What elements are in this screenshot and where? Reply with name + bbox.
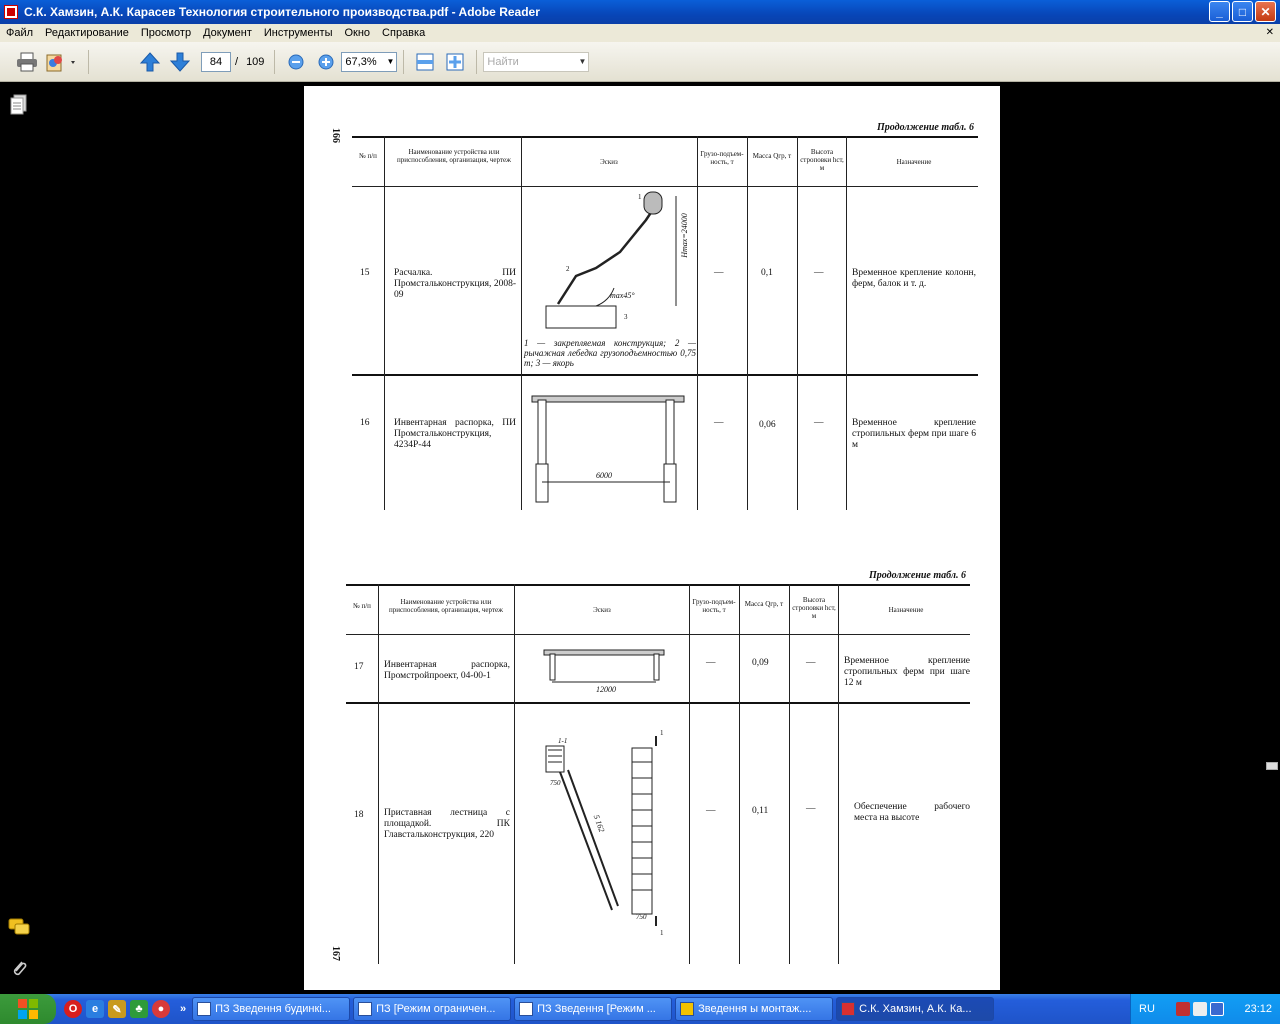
menu-document[interactable]: Документ — [203, 27, 252, 39]
menu-tools[interactable]: Инструменты — [263, 27, 333, 39]
scroll-thumb[interactable] — [1266, 762, 1278, 770]
next-page-icon[interactable] — [167, 49, 193, 75]
create-pdf-icon[interactable] — [44, 49, 80, 75]
word-doc-icon — [358, 1002, 372, 1016]
minimize-button[interactable]: _ — [1209, 1, 1230, 22]
row18-height: — — [806, 804, 816, 814]
table-continuation-bottom: Продолжение табл. 6 — [869, 570, 967, 581]
row16-height: — — [814, 418, 824, 428]
opera-icon[interactable]: O — [64, 1000, 82, 1018]
row15-num: 15 — [360, 268, 370, 278]
previous-page-icon[interactable] — [137, 49, 163, 75]
row15-height: — — [814, 268, 824, 278]
window-title: С.К. Хамзин, А.К. Карасев Технология строительного производства.pdf - Adobe Reader — [24, 5, 540, 19]
row15-mark1: 1 — [638, 193, 642, 201]
clock: 23:12 — [1244, 1003, 1272, 1015]
row17-name: Инвентарная распорка, Промстройпроект, 04-00-1 — [384, 660, 510, 681]
row15-purpose: Временное крепление колонн, ферм, балок и т. д. — [852, 268, 976, 289]
col-header-mass-2: Масса Qгр, т — [744, 600, 784, 608]
col-header-name: Наименование устройства или приспособления, организация, чертеж — [397, 148, 511, 164]
row18-length: 5 162 — [591, 813, 607, 834]
row15-mark3: 3 — [624, 313, 628, 321]
close-document-button[interactable]: ✕ — [1265, 27, 1274, 38]
maximize-button[interactable]: □ — [1232, 1, 1253, 22]
zoom-value: 67,3% — [345, 55, 377, 68]
taskbar — [0, 994, 1280, 1024]
page-separator: / — [235, 55, 239, 68]
quicklaunch-app-icon[interactable]: ✎ — [108, 1000, 126, 1018]
page-number-bottom: 167 — [330, 946, 341, 961]
col-header-mass: Масса Qгр, т — [752, 152, 792, 160]
col-header-sketch: Эскиз — [600, 158, 618, 166]
row18-section: 1-1 — [558, 737, 568, 745]
row17-dim: 12000 — [596, 685, 616, 694]
row16-purpose: Временное крепление стропильных ферм при шаге 6 м — [852, 418, 976, 450]
network-icon[interactable] — [1193, 1002, 1207, 1016]
star-icon — [680, 1002, 694, 1016]
internet-explorer-icon[interactable]: e — [86, 1000, 104, 1018]
row16-mass: 0,06 — [759, 420, 776, 430]
row16-sketch — [526, 382, 692, 508]
menu-view[interactable]: Просмотр — [140, 27, 192, 39]
fit-width-icon[interactable] — [412, 49, 438, 75]
fit-page-icon[interactable] — [442, 49, 468, 75]
language-indicator[interactable]: RU — [1139, 1003, 1155, 1015]
row18-mark2: 1 — [660, 929, 664, 937]
pages-icon[interactable] — [8, 94, 30, 116]
row18-name: Приставная лестница с площадкой. ПК Главстальконструкция, 220 — [384, 808, 510, 840]
start-button[interactable] — [0, 994, 56, 1024]
title-bar — [0, 0, 1280, 24]
zoom-select[interactable] — [341, 52, 397, 72]
print-icon[interactable] — [14, 49, 40, 75]
chevron-down-icon: ▼ — [386, 57, 395, 66]
comments-icon[interactable] — [8, 916, 30, 938]
vertical-scrollbar[interactable] — [1264, 82, 1280, 994]
row16-num: 16 — [360, 418, 370, 428]
col-header-sketch-2: Эскиз — [593, 606, 611, 614]
row15-sketch — [536, 186, 696, 336]
row18-capacity: — — [706, 806, 716, 816]
row18-num: 18 — [354, 810, 364, 820]
row15-name: Расчалка. ПИ Промстальконструкция, 2008-09 — [394, 268, 516, 300]
row15-caption: 1 — закрепляемая конструкция; 2 — рычажная лебедка грузоподъемностью 0,75 т; 3 — якорь — [524, 338, 696, 368]
col-header-num: № п/п — [359, 152, 377, 160]
quicklaunch-chevron[interactable]: » — [180, 1003, 187, 1015]
find-dropdown-icon[interactable]: ▼ — [578, 57, 587, 66]
system-tray — [1130, 994, 1280, 1024]
quicklaunch-media-icon[interactable]: ● — [152, 1000, 170, 1018]
col-header-purpose: Назначение — [896, 158, 932, 166]
row16-dim: 6000 — [596, 471, 612, 480]
windows-logo-icon — [16, 997, 40, 1021]
row15-dim: Hmax=24000 — [679, 213, 689, 258]
word-doc-icon — [197, 1002, 211, 1016]
menu-bar — [0, 24, 1280, 42]
pdf-icon — [841, 1002, 855, 1016]
antivirus-icon[interactable] — [1176, 1002, 1190, 1016]
row18-sketch — [540, 726, 680, 926]
task-2[interactable]: ПЗ [Режим ограничен... — [353, 997, 511, 1021]
zoom-out-icon[interactable] — [283, 49, 309, 75]
row17-purpose: Временное крепление стропильных ферм при шаге 12 м — [844, 656, 970, 688]
col-header-height-2: Высота строповки hст, м — [792, 596, 836, 620]
word-doc-icon — [519, 1002, 533, 1016]
document-area — [38, 82, 1264, 994]
col-header-name-2: Наименование устройства или приспособления, организация, чертеж — [389, 598, 503, 614]
task-5[interactable]: С.К. Хамзин, А.К. Ка... — [836, 997, 994, 1021]
col-header-purpose-2: Назначение — [888, 606, 924, 614]
quicklaunch-tool-icon[interactable]: ♣ — [130, 1000, 148, 1018]
row17-capacity: — — [706, 658, 716, 668]
page-number-top: 166 — [330, 128, 341, 143]
row18-purpose: Обеспечение рабочего места на высоте — [854, 802, 970, 823]
row15-capacity: — — [714, 268, 724, 278]
menu-edit[interactable]: Редактирование — [45, 27, 129, 39]
table-continuation-top: Продолжение табл. 6 — [877, 122, 975, 133]
volume-icon[interactable] — [1210, 1002, 1224, 1016]
task-3[interactable]: ПЗ Зведення [Режим ... — [514, 997, 672, 1021]
toolbar — [0, 42, 1280, 82]
row17-num: 17 — [354, 662, 364, 672]
pdf-page — [304, 86, 1000, 990]
page-total: 109 — [246, 55, 265, 68]
menu-window[interactable]: Окно — [344, 27, 371, 39]
page-number-input[interactable]: 84 — [201, 52, 231, 72]
menu-help[interactable]: Справка — [382, 27, 426, 39]
navigation-panel — [0, 82, 38, 994]
col-header-num-2: № п/п — [353, 602, 371, 610]
row17-mass: 0,09 — [752, 658, 769, 668]
menu-file[interactable]: Файл — [6, 27, 34, 39]
zoom-in-icon[interactable] — [313, 49, 339, 75]
row16-name: Инвентарная распорка, ПИ Промстальконструкция, 4234Р-44 — [394, 418, 516, 450]
close-button[interactable]: ✕ — [1255, 1, 1276, 22]
row18-width1: 750 — [550, 779, 561, 787]
attachments-icon[interactable] — [8, 958, 30, 980]
find-input[interactable] — [483, 52, 589, 72]
task-4[interactable]: Зведення ы монтаж.... — [675, 997, 833, 1021]
row17-height: — — [806, 658, 816, 668]
row18-mark1: 1 — [660, 729, 664, 737]
row15-mark2: 2 — [566, 265, 570, 273]
task-1[interactable]: ПЗ Зведення будинкі... — [192, 997, 350, 1021]
find-placeholder: Найти — [487, 55, 519, 68]
col-header-height: Высота строповки hст, м — [800, 148, 844, 172]
row18-mass: 0,11 — [752, 806, 769, 816]
row16-capacity: — — [714, 418, 724, 428]
adobe-reader-icon — [4, 5, 18, 19]
row15-angle: max45° — [610, 291, 635, 300]
row15-mass: 0,1 — [761, 268, 773, 278]
row18-width2: 750 — [636, 913, 647, 921]
col-header-capacity-2: Грузо-подъем-ность, т — [692, 598, 736, 614]
col-header-capacity: Грузо-подъем-ность, т — [700, 150, 744, 166]
